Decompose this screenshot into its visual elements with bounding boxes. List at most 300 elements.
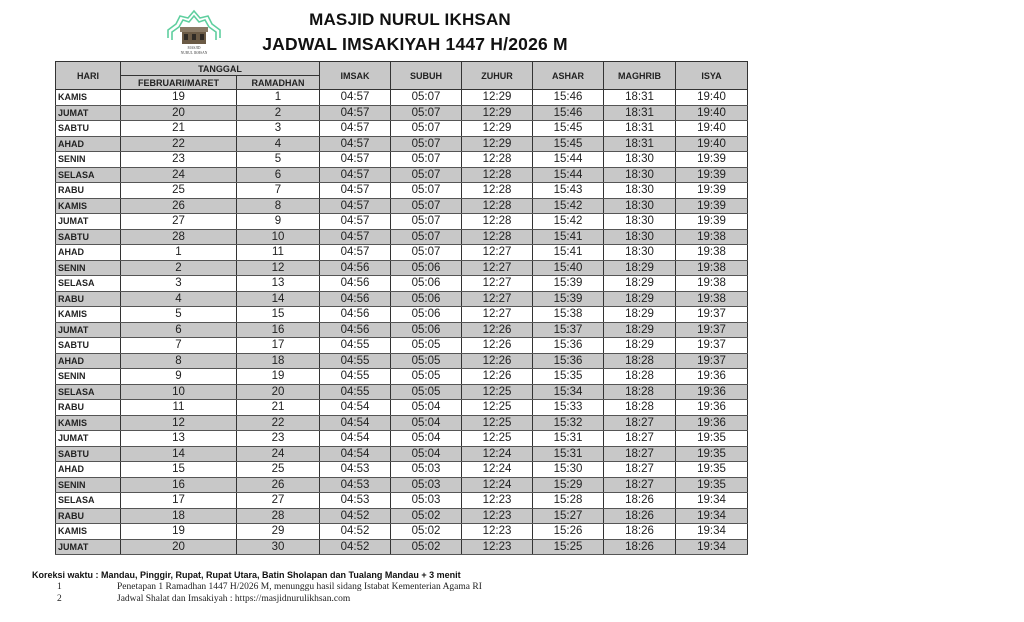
cell-hijri: 7 bbox=[237, 183, 320, 199]
cell-hari: KAMIS bbox=[56, 307, 121, 323]
col-header-zuhur: ZUHUR bbox=[462, 62, 533, 90]
cell-isya: 19:38 bbox=[676, 291, 748, 307]
table-row bbox=[56, 152, 748, 168]
cell-isya: 19:39 bbox=[676, 167, 748, 183]
col-header-subuh: SUBUH bbox=[391, 62, 462, 90]
table-row bbox=[56, 353, 748, 369]
cell-masehi: 8 bbox=[121, 353, 237, 369]
cell-zuhur: 12:25 bbox=[462, 431, 533, 447]
cell-ashar: 15:41 bbox=[533, 245, 604, 261]
cell-ashar: 15:25 bbox=[533, 539, 604, 555]
cell-maghrib: 18:29 bbox=[604, 338, 676, 354]
cell-isya: 19:34 bbox=[676, 539, 748, 555]
cell-subuh: 05:02 bbox=[391, 539, 462, 555]
page-title: MASJID NURUL IKHSAN bbox=[309, 10, 511, 29]
cell-ashar: 15:33 bbox=[533, 400, 604, 416]
cell-hijri: 11 bbox=[237, 245, 320, 261]
cell-hijri: 9 bbox=[237, 214, 320, 230]
table-row bbox=[56, 105, 748, 121]
cell-imsak: 04:57 bbox=[320, 198, 391, 214]
cell-hari: JUMAT bbox=[56, 322, 121, 338]
cell-subuh: 05:05 bbox=[391, 338, 462, 354]
cell-zuhur: 12:26 bbox=[462, 369, 533, 385]
cell-subuh: 05:04 bbox=[391, 431, 462, 447]
col-header-imsak: IMSAK bbox=[320, 62, 391, 90]
table-row bbox=[56, 462, 748, 478]
cell-imsak: 04:55 bbox=[320, 353, 391, 369]
table-row bbox=[56, 214, 748, 230]
cell-hari: SABTU bbox=[56, 338, 121, 354]
cell-isya: 19:39 bbox=[676, 183, 748, 199]
cell-masehi: 13 bbox=[121, 431, 237, 447]
cell-isya: 19:38 bbox=[676, 260, 748, 276]
cell-imsak: 04:52 bbox=[320, 539, 391, 555]
cell-isya: 19:38 bbox=[676, 245, 748, 261]
table-row bbox=[56, 90, 748, 106]
table-row bbox=[56, 291, 748, 307]
cell-imsak: 04:52 bbox=[320, 508, 391, 524]
cell-imsak: 04:57 bbox=[320, 229, 391, 245]
cell-zuhur: 12:25 bbox=[462, 384, 533, 400]
table-row bbox=[56, 276, 748, 292]
cell-ashar: 15:26 bbox=[533, 524, 604, 540]
cell-hari: RABU bbox=[56, 183, 121, 199]
cell-masehi: 21 bbox=[121, 121, 237, 137]
cell-zuhur: 12:23 bbox=[462, 524, 533, 540]
cell-subuh: 05:04 bbox=[391, 446, 462, 462]
cell-hijri: 22 bbox=[237, 415, 320, 431]
cell-maghrib: 18:28 bbox=[604, 384, 676, 400]
cell-maghrib: 18:29 bbox=[604, 291, 676, 307]
cell-subuh: 05:02 bbox=[391, 508, 462, 524]
cell-maghrib: 18:30 bbox=[604, 229, 676, 245]
svg-text:MASJID: MASJID bbox=[187, 46, 201, 50]
cell-masehi: 16 bbox=[121, 477, 237, 493]
cell-maghrib: 18:29 bbox=[604, 276, 676, 292]
cell-subuh: 05:07 bbox=[391, 214, 462, 230]
cell-hari: RABU bbox=[56, 400, 121, 416]
cell-isya: 19:36 bbox=[676, 369, 748, 385]
cell-ashar: 15:45 bbox=[533, 136, 604, 152]
table-row bbox=[56, 307, 748, 323]
cell-hari: RABU bbox=[56, 508, 121, 524]
cell-subuh: 05:07 bbox=[391, 152, 462, 168]
cell-hari: KAMIS bbox=[56, 198, 121, 214]
cell-imsak: 04:54 bbox=[320, 415, 391, 431]
cell-hijri: 24 bbox=[237, 446, 320, 462]
cell-hijri: 19 bbox=[237, 369, 320, 385]
cell-zuhur: 12:28 bbox=[462, 152, 533, 168]
cell-imsak: 04:56 bbox=[320, 276, 391, 292]
cell-masehi: 2 bbox=[121, 260, 237, 276]
cell-masehi: 26 bbox=[121, 198, 237, 214]
cell-subuh: 05:04 bbox=[391, 415, 462, 431]
cell-hijri: 3 bbox=[237, 121, 320, 137]
cell-hari: SENIN bbox=[56, 152, 121, 168]
cell-masehi: 15 bbox=[121, 462, 237, 478]
cell-isya: 19:38 bbox=[676, 276, 748, 292]
cell-ashar: 15:39 bbox=[533, 276, 604, 292]
col-header-februari-maret: FEBRUARI/MARET bbox=[121, 76, 237, 90]
table-row bbox=[56, 539, 748, 555]
table-row bbox=[56, 369, 748, 385]
cell-isya: 19:38 bbox=[676, 229, 748, 245]
cell-hijri: 29 bbox=[237, 524, 320, 540]
col-header-hari: HARI bbox=[56, 62, 121, 90]
note-item bbox=[32, 582, 482, 592]
cell-subuh: 05:07 bbox=[391, 121, 462, 137]
cell-subuh: 05:02 bbox=[391, 524, 462, 540]
cell-ashar: 15:29 bbox=[533, 477, 604, 493]
notes-section bbox=[32, 570, 482, 604]
time-correction-note: Koreksi waktu : Mandau, Pinggir, Rupat, Rupat Utara, Batin Sholapan dan Tualang Mandau + 3 menit bbox=[32, 570, 461, 580]
table-row bbox=[56, 446, 748, 462]
cell-maghrib: 18:29 bbox=[604, 322, 676, 338]
cell-hari: AHAD bbox=[56, 462, 121, 478]
cell-hijri: 13 bbox=[237, 276, 320, 292]
cell-isya: 19:40 bbox=[676, 136, 748, 152]
cell-hijri: 1 bbox=[237, 90, 320, 106]
table-row bbox=[56, 415, 748, 431]
cell-maghrib: 18:30 bbox=[604, 214, 676, 230]
cell-isya: 19:40 bbox=[676, 90, 748, 106]
cell-zuhur: 12:27 bbox=[462, 307, 533, 323]
cell-zuhur: 12:27 bbox=[462, 291, 533, 307]
cell-subuh: 05:05 bbox=[391, 369, 462, 385]
cell-hari: SELASA bbox=[56, 493, 121, 509]
cell-hari: RABU bbox=[56, 291, 121, 307]
table-row bbox=[56, 431, 748, 447]
col-header-maghrib: MAGHRIB bbox=[604, 62, 676, 90]
cell-hari: SENIN bbox=[56, 477, 121, 493]
cell-subuh: 05:05 bbox=[391, 384, 462, 400]
cell-imsak: 04:56 bbox=[320, 291, 391, 307]
cell-hijri: 5 bbox=[237, 152, 320, 168]
cell-masehi: 19 bbox=[121, 524, 237, 540]
cell-maghrib: 18:30 bbox=[604, 198, 676, 214]
cell-masehi: 5 bbox=[121, 307, 237, 323]
table-row bbox=[56, 229, 748, 245]
cell-subuh: 05:07 bbox=[391, 245, 462, 261]
cell-isya: 19:37 bbox=[676, 353, 748, 369]
cell-ashar: 15:42 bbox=[533, 198, 604, 214]
table-row bbox=[56, 508, 748, 524]
cell-hari: AHAD bbox=[56, 136, 121, 152]
cell-hijri: 20 bbox=[237, 384, 320, 400]
cell-ashar: 15:34 bbox=[533, 384, 604, 400]
cell-hari: KAMIS bbox=[56, 90, 121, 106]
cell-zuhur: 12:24 bbox=[462, 462, 533, 478]
cell-masehi: 19 bbox=[121, 90, 237, 106]
page-subtitle: JADWAL IMSAKIYAH 1447 H/2026 M bbox=[262, 34, 568, 54]
cell-hijri: 18 bbox=[237, 353, 320, 369]
cell-masehi: 7 bbox=[121, 338, 237, 354]
cell-maghrib: 18:28 bbox=[604, 369, 676, 385]
cell-subuh: 05:03 bbox=[391, 462, 462, 478]
cell-hijri: 2 bbox=[237, 105, 320, 121]
cell-zuhur: 12:28 bbox=[462, 198, 533, 214]
cell-zuhur: 12:25 bbox=[462, 415, 533, 431]
cell-maghrib: 18:27 bbox=[604, 431, 676, 447]
cell-hijri: 4 bbox=[237, 136, 320, 152]
cell-ashar: 15:28 bbox=[533, 493, 604, 509]
cell-zuhur: 12:29 bbox=[462, 105, 533, 121]
cell-masehi: 11 bbox=[121, 400, 237, 416]
note-text: Penetapan 1 Ramadhan 1447 H/2026 M, menunggu hasil sidang Istabat Kementerian Agama RI bbox=[117, 582, 482, 592]
cell-maghrib: 18:29 bbox=[604, 307, 676, 323]
cell-subuh: 05:06 bbox=[391, 276, 462, 292]
cell-hari: SELASA bbox=[56, 384, 121, 400]
cell-masehi: 17 bbox=[121, 493, 237, 509]
note-number: 2 bbox=[57, 594, 62, 604]
cell-hijri: 27 bbox=[237, 493, 320, 509]
cell-isya: 19:40 bbox=[676, 105, 748, 121]
cell-hijri: 14 bbox=[237, 291, 320, 307]
cell-ashar: 15:37 bbox=[533, 322, 604, 338]
cell-zuhur: 12:29 bbox=[462, 121, 533, 137]
cell-isya: 19:40 bbox=[676, 121, 748, 137]
cell-subuh: 05:03 bbox=[391, 493, 462, 509]
cell-isya: 19:35 bbox=[676, 477, 748, 493]
cell-zuhur: 12:26 bbox=[462, 338, 533, 354]
mosque-logo bbox=[158, 8, 230, 56]
cell-zuhur: 12:23 bbox=[462, 539, 533, 555]
cell-hijri: 21 bbox=[237, 400, 320, 416]
cell-zuhur: 12:28 bbox=[462, 214, 533, 230]
cell-imsak: 04:55 bbox=[320, 384, 391, 400]
col-header-ashar: ASHAR bbox=[533, 62, 604, 90]
table-row bbox=[56, 136, 748, 152]
cell-subuh: 05:06 bbox=[391, 307, 462, 323]
cell-isya: 19:35 bbox=[676, 462, 748, 478]
cell-zuhur: 12:26 bbox=[462, 322, 533, 338]
cell-ashar: 15:31 bbox=[533, 446, 604, 462]
table-row bbox=[56, 260, 748, 276]
cell-isya: 19:37 bbox=[676, 322, 748, 338]
cell-maghrib: 18:26 bbox=[604, 493, 676, 509]
cell-ashar: 15:42 bbox=[533, 214, 604, 230]
cell-hijri: 25 bbox=[237, 462, 320, 478]
cell-maghrib: 18:30 bbox=[604, 183, 676, 199]
schedule-body bbox=[56, 90, 748, 555]
cell-ashar: 15:36 bbox=[533, 338, 604, 354]
cell-isya: 19:36 bbox=[676, 384, 748, 400]
col-header-ramadhan: RAMADHAN bbox=[237, 76, 320, 90]
cell-hijri: 8 bbox=[237, 198, 320, 214]
cell-ashar: 15:36 bbox=[533, 353, 604, 369]
cell-isya: 19:39 bbox=[676, 214, 748, 230]
cell-hari: JUMAT bbox=[56, 539, 121, 555]
cell-hijri: 15 bbox=[237, 307, 320, 323]
cell-ashar: 15:27 bbox=[533, 508, 604, 524]
cell-subuh: 05:03 bbox=[391, 477, 462, 493]
cell-maghrib: 18:31 bbox=[604, 105, 676, 121]
cell-maghrib: 18:31 bbox=[604, 136, 676, 152]
table-row bbox=[56, 477, 748, 493]
cell-hijri: 12 bbox=[237, 260, 320, 276]
cell-maghrib: 18:28 bbox=[604, 400, 676, 416]
cell-masehi: 27 bbox=[121, 214, 237, 230]
cell-ashar: 15:46 bbox=[533, 105, 604, 121]
cell-zuhur: 12:26 bbox=[462, 353, 533, 369]
svg-text:NURUL IKHSAN: NURUL IKHSAN bbox=[180, 51, 208, 55]
cell-zuhur: 12:27 bbox=[462, 260, 533, 276]
cell-ashar: 15:32 bbox=[533, 415, 604, 431]
cell-maghrib: 18:27 bbox=[604, 477, 676, 493]
cell-zuhur: 12:27 bbox=[462, 245, 533, 261]
cell-masehi: 28 bbox=[121, 229, 237, 245]
cell-zuhur: 12:24 bbox=[462, 477, 533, 493]
cell-isya: 19:35 bbox=[676, 446, 748, 462]
cell-hari: JUMAT bbox=[56, 214, 121, 230]
cell-maghrib: 18:27 bbox=[604, 462, 676, 478]
cell-ashar: 15:30 bbox=[533, 462, 604, 478]
cell-hari: JUMAT bbox=[56, 431, 121, 447]
cell-masehi: 3 bbox=[121, 276, 237, 292]
cell-imsak: 04:57 bbox=[320, 121, 391, 137]
table-row bbox=[56, 167, 748, 183]
col-header-isya: ISYA bbox=[676, 62, 748, 90]
cell-hijri: 10 bbox=[237, 229, 320, 245]
cell-imsak: 04:52 bbox=[320, 524, 391, 540]
cell-maghrib: 18:26 bbox=[604, 508, 676, 524]
cell-isya: 19:37 bbox=[676, 307, 748, 323]
cell-ashar: 15:44 bbox=[533, 152, 604, 168]
cell-ashar: 15:35 bbox=[533, 369, 604, 385]
cell-isya: 19:34 bbox=[676, 508, 748, 524]
cell-hijri: 16 bbox=[237, 322, 320, 338]
cell-subuh: 05:07 bbox=[391, 229, 462, 245]
cell-maghrib: 18:26 bbox=[604, 539, 676, 555]
cell-zuhur: 12:23 bbox=[462, 508, 533, 524]
cell-zuhur: 12:23 bbox=[462, 493, 533, 509]
cell-subuh: 05:07 bbox=[391, 198, 462, 214]
note-number: 1 bbox=[57, 582, 62, 592]
cell-isya: 19:36 bbox=[676, 400, 748, 416]
cell-imsak: 04:53 bbox=[320, 462, 391, 478]
cell-maghrib: 18:27 bbox=[604, 415, 676, 431]
cell-imsak: 04:57 bbox=[320, 105, 391, 121]
cell-zuhur: 12:28 bbox=[462, 229, 533, 245]
cell-ashar: 15:46 bbox=[533, 90, 604, 106]
cell-maghrib: 18:31 bbox=[604, 121, 676, 137]
cell-imsak: 04:57 bbox=[320, 152, 391, 168]
cell-masehi: 6 bbox=[121, 322, 237, 338]
table-row bbox=[56, 183, 748, 199]
cell-imsak: 04:55 bbox=[320, 369, 391, 385]
cell-imsak: 04:54 bbox=[320, 446, 391, 462]
cell-subuh: 05:07 bbox=[391, 105, 462, 121]
cell-imsak: 04:55 bbox=[320, 338, 391, 354]
cell-subuh: 05:07 bbox=[391, 136, 462, 152]
cell-ashar: 15:45 bbox=[533, 121, 604, 137]
cell-ashar: 15:31 bbox=[533, 431, 604, 447]
table-row bbox=[56, 245, 748, 261]
cell-maghrib: 18:26 bbox=[604, 524, 676, 540]
cell-maghrib: 18:29 bbox=[604, 260, 676, 276]
table-row bbox=[56, 524, 748, 540]
cell-hijri: 30 bbox=[237, 539, 320, 555]
table-row bbox=[56, 338, 748, 354]
cell-maghrib: 18:27 bbox=[604, 446, 676, 462]
cell-isya: 19:36 bbox=[676, 415, 748, 431]
cell-masehi: 12 bbox=[121, 415, 237, 431]
cell-imsak: 04:57 bbox=[320, 167, 391, 183]
cell-imsak: 04:54 bbox=[320, 400, 391, 416]
cell-ashar: 15:38 bbox=[533, 307, 604, 323]
cell-masehi: 1 bbox=[121, 245, 237, 261]
cell-masehi: 9 bbox=[121, 369, 237, 385]
cell-imsak: 04:57 bbox=[320, 90, 391, 106]
cell-imsak: 04:57 bbox=[320, 183, 391, 199]
cell-hari: SABTU bbox=[56, 121, 121, 137]
note-text: Jadwal Shalat dan Imsakiyah : https://masjidnurulikhsan.com bbox=[117, 594, 351, 604]
cell-masehi: 25 bbox=[121, 183, 237, 199]
cell-subuh: 05:04 bbox=[391, 400, 462, 416]
cell-subuh: 05:07 bbox=[391, 183, 462, 199]
cell-zuhur: 12:29 bbox=[462, 90, 533, 106]
note-item bbox=[32, 594, 482, 604]
cell-ashar: 15:41 bbox=[533, 229, 604, 245]
cell-maghrib: 18:30 bbox=[604, 245, 676, 261]
cell-hijri: 28 bbox=[237, 508, 320, 524]
cell-imsak: 04:53 bbox=[320, 477, 391, 493]
cell-hari: SELASA bbox=[56, 167, 121, 183]
cell-subuh: 05:07 bbox=[391, 90, 462, 106]
cell-masehi: 20 bbox=[121, 105, 237, 121]
cell-masehi: 23 bbox=[121, 152, 237, 168]
cell-hari: SENIN bbox=[56, 260, 121, 276]
cell-imsak: 04:57 bbox=[320, 136, 391, 152]
cell-zuhur: 12:28 bbox=[462, 183, 533, 199]
imsakiyah-table bbox=[55, 61, 748, 555]
cell-imsak: 04:56 bbox=[320, 322, 391, 338]
cell-hari: AHAD bbox=[56, 353, 121, 369]
cell-masehi: 10 bbox=[121, 384, 237, 400]
cell-hijri: 26 bbox=[237, 477, 320, 493]
cell-imsak: 04:54 bbox=[320, 431, 391, 447]
cell-hari: JUMAT bbox=[56, 105, 121, 121]
cell-masehi: 18 bbox=[121, 508, 237, 524]
table-row bbox=[56, 198, 748, 214]
cell-ashar: 15:43 bbox=[533, 183, 604, 199]
cell-hari: SABTU bbox=[56, 446, 121, 462]
cell-masehi: 20 bbox=[121, 539, 237, 555]
cell-masehi: 24 bbox=[121, 167, 237, 183]
table-row bbox=[56, 384, 748, 400]
cell-isya: 19:37 bbox=[676, 338, 748, 354]
cell-isya: 19:39 bbox=[676, 152, 748, 168]
cell-hijri: 17 bbox=[237, 338, 320, 354]
table-row bbox=[56, 493, 748, 509]
cell-maghrib: 18:30 bbox=[604, 167, 676, 183]
cell-hari: SENIN bbox=[56, 369, 121, 385]
cell-imsak: 04:57 bbox=[320, 214, 391, 230]
table-row bbox=[56, 400, 748, 416]
cell-hari: SABTU bbox=[56, 229, 121, 245]
cell-maghrib: 18:30 bbox=[604, 152, 676, 168]
cell-hari: KAMIS bbox=[56, 415, 121, 431]
cell-imsak: 04:57 bbox=[320, 245, 391, 261]
cell-zuhur: 12:24 bbox=[462, 446, 533, 462]
cell-ashar: 15:44 bbox=[533, 167, 604, 183]
cell-masehi: 14 bbox=[121, 446, 237, 462]
cell-maghrib: 18:28 bbox=[604, 353, 676, 369]
cell-zuhur: 12:27 bbox=[462, 276, 533, 292]
cell-imsak: 04:56 bbox=[320, 307, 391, 323]
cell-imsak: 04:53 bbox=[320, 493, 391, 509]
cell-hijri: 23 bbox=[237, 431, 320, 447]
